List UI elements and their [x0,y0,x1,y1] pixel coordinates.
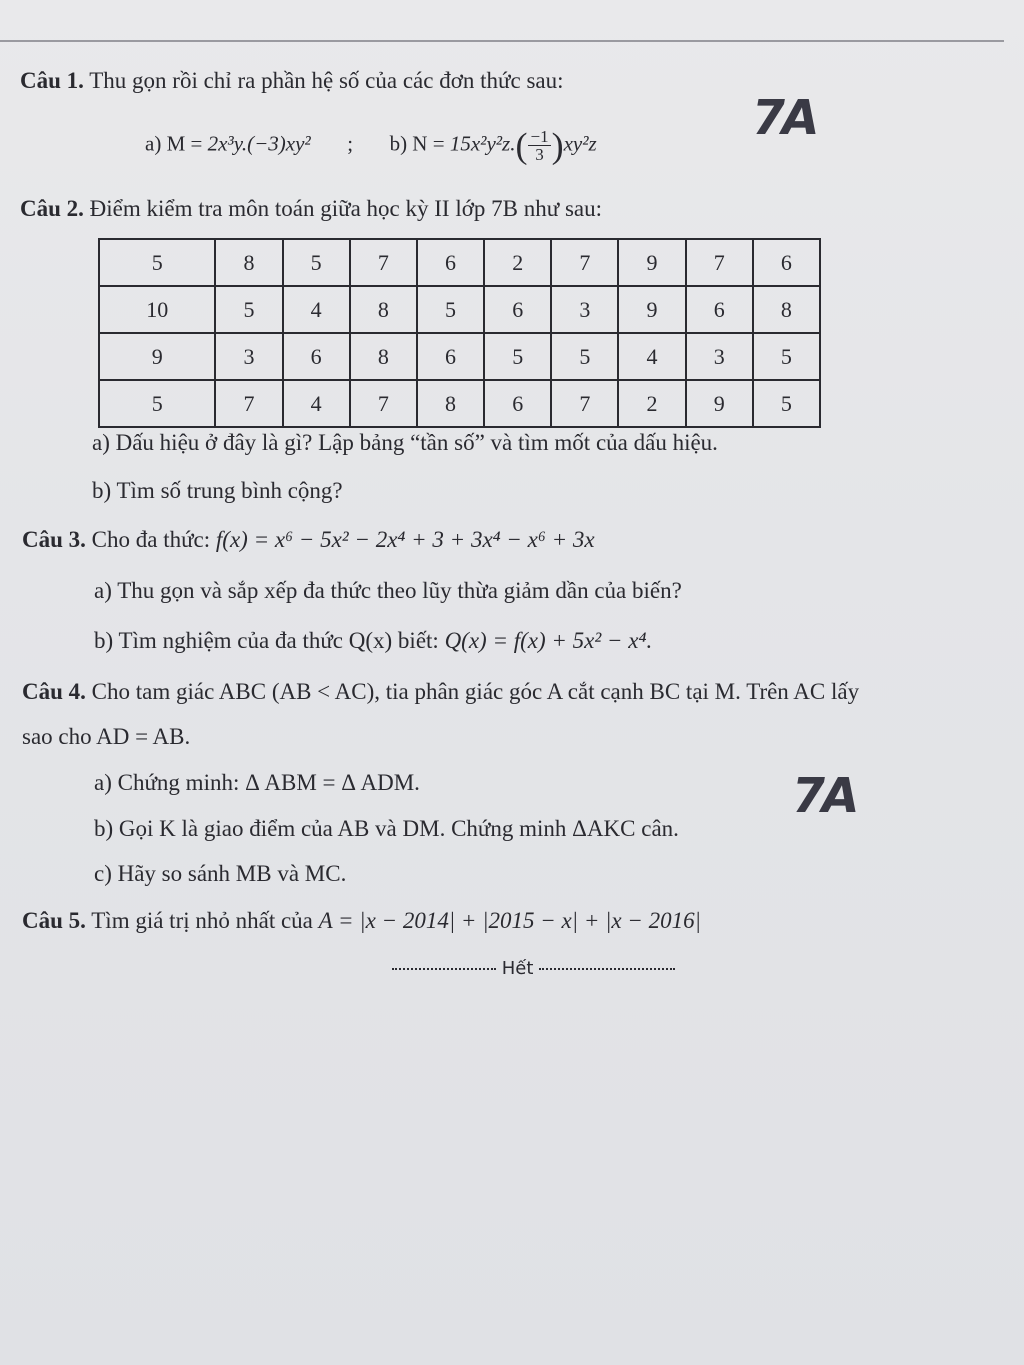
table-cell: 9 [686,380,753,427]
table-cell: 6 [686,286,753,333]
table-cell: 8 [350,286,417,333]
table-cell: 3 [215,333,282,380]
table-cell: 5 [283,239,350,286]
q4-part-a: a) Chứng minh: Δ ABM = Δ ADM. [94,770,420,795]
table-cell: 5 [551,333,618,380]
table-row [99,286,820,333]
q3-part-a: a) Thu gọn và sắp xếp đa thức theo lũy thừa giảm dần của biến? [94,578,682,603]
table-cell: 5 [484,333,551,380]
q3-label: Câu 3. [22,527,86,552]
table-cell: 7 [551,380,618,427]
dashed-line-left [392,968,496,970]
q4-line [22,679,859,705]
table-cell: 8 [215,239,282,286]
q2-text: Điểm kiểm tra môn toán giữa học kỳ II lớp 7B như sau: [89,196,602,221]
table-cell: 10 [99,286,215,333]
q1-b-expr-pre: 15x²y²z. [449,131,516,156]
handwritten-mark-1: 7A [747,90,820,146]
dashed-line-right [539,968,675,970]
q1-b-expr-post: xy²z [563,131,597,156]
table-cell: 5 [99,239,215,286]
q5-expression: A = |x − 2014| + |2015 − x| + |x − 2016| [318,908,701,933]
table-cell: 4 [283,380,350,427]
table-cell: 5 [753,380,820,427]
q2-part-a: a) Dấu hiệu ở đây là gì? Lập bảng “tần số” và tìm mốt của dấu hiệu. [92,430,718,455]
table-row [99,239,820,286]
table-row [99,380,820,427]
q1-separator: ; [347,131,354,156]
fraction-denominator: 3 [535,145,544,164]
q2-label: Câu 2. [20,196,84,221]
q1-label: Câu 1. [20,68,84,93]
end-marker [392,958,675,979]
q1-a-prefix: a) M = [145,131,208,156]
table-cell: 5 [417,286,484,333]
table-cell: 7 [350,380,417,427]
table-cell: 6 [484,286,551,333]
left-paren: ( [515,125,528,166]
q1-text: Thu gọn rồi chỉ ra phần hệ số của các đơn thức sau: [89,68,564,93]
q2-line [20,196,602,222]
table-cell: 5 [99,380,215,427]
table-cell: 6 [417,239,484,286]
q4-label: Câu 4. [22,679,86,704]
q4-text: Cho tam giác ABC (AB < AC), tia phân giác góc A cắt cạnh BC tại M. Trên AC lấy [91,679,860,704]
table-cell: 2 [484,239,551,286]
table-cell: 4 [283,286,350,333]
q3-text: Cho đa thức: [91,527,211,552]
table-cell: 7 [215,380,282,427]
table-cell: 8 [753,286,820,333]
table-cell: 6 [753,239,820,286]
handwritten-mark-2: 7A [787,768,860,824]
table-cell: 7 [350,239,417,286]
q3-line [22,527,595,553]
table-cell: 8 [417,380,484,427]
table-cell: 6 [283,333,350,380]
q5-text: Tìm giá trị nhỏ nhất của [91,908,313,933]
table-cell: 2 [618,380,685,427]
q4-part-c: c) Hãy so sánh MB và MC. [94,861,347,886]
table-cell: 3 [686,333,753,380]
right-paren: ) [551,125,564,166]
score-table [98,238,821,428]
q2-part-b: b) Tìm số trung bình cộng? [92,478,343,503]
q5-label: Câu 5. [22,908,86,933]
q1-parts [145,125,597,166]
table-cell: 9 [99,333,215,380]
q4-text-continued: sao cho AD = AB. [22,724,191,749]
top-rule [0,40,1004,42]
table-cell: 3 [551,286,618,333]
table-cell: 7 [686,239,753,286]
table-cell: 9 [618,239,685,286]
fraction [528,128,550,163]
q3-part-b [94,628,652,654]
table-cell: 8 [350,333,417,380]
table-cell: 9 [618,286,685,333]
q3-part-b-expr: Q(x) = f(x) + 5x² − x⁴. [444,628,653,653]
table-cell: 6 [417,333,484,380]
table-cell: 7 [551,239,618,286]
table-row [99,333,820,380]
q1-b-prefix: b) N = [389,131,450,156]
q4-part-b: b) Gọi K là giao điểm của AB và DM. Chứng minh ΔAKC cân. [94,816,679,841]
q1-line [20,68,564,94]
table-cell: 5 [215,286,282,333]
fraction-numerator: −1 [530,127,549,146]
q3-part-b-text: b) Tìm nghiệm của đa thức Q(x) biết: [94,628,439,653]
q3-polynomial: f(x) = x⁶ − 5x² − 2x⁴ + 3 + 3x⁴ − x⁶ + 3x [215,527,595,552]
table-cell: 4 [618,333,685,380]
end-text: Hết [501,958,534,979]
table-cell: 6 [484,380,551,427]
q1-a-expr: 2x³y.(−3)xy² [207,131,311,156]
q5-line [22,908,701,934]
table-cell: 5 [753,333,820,380]
